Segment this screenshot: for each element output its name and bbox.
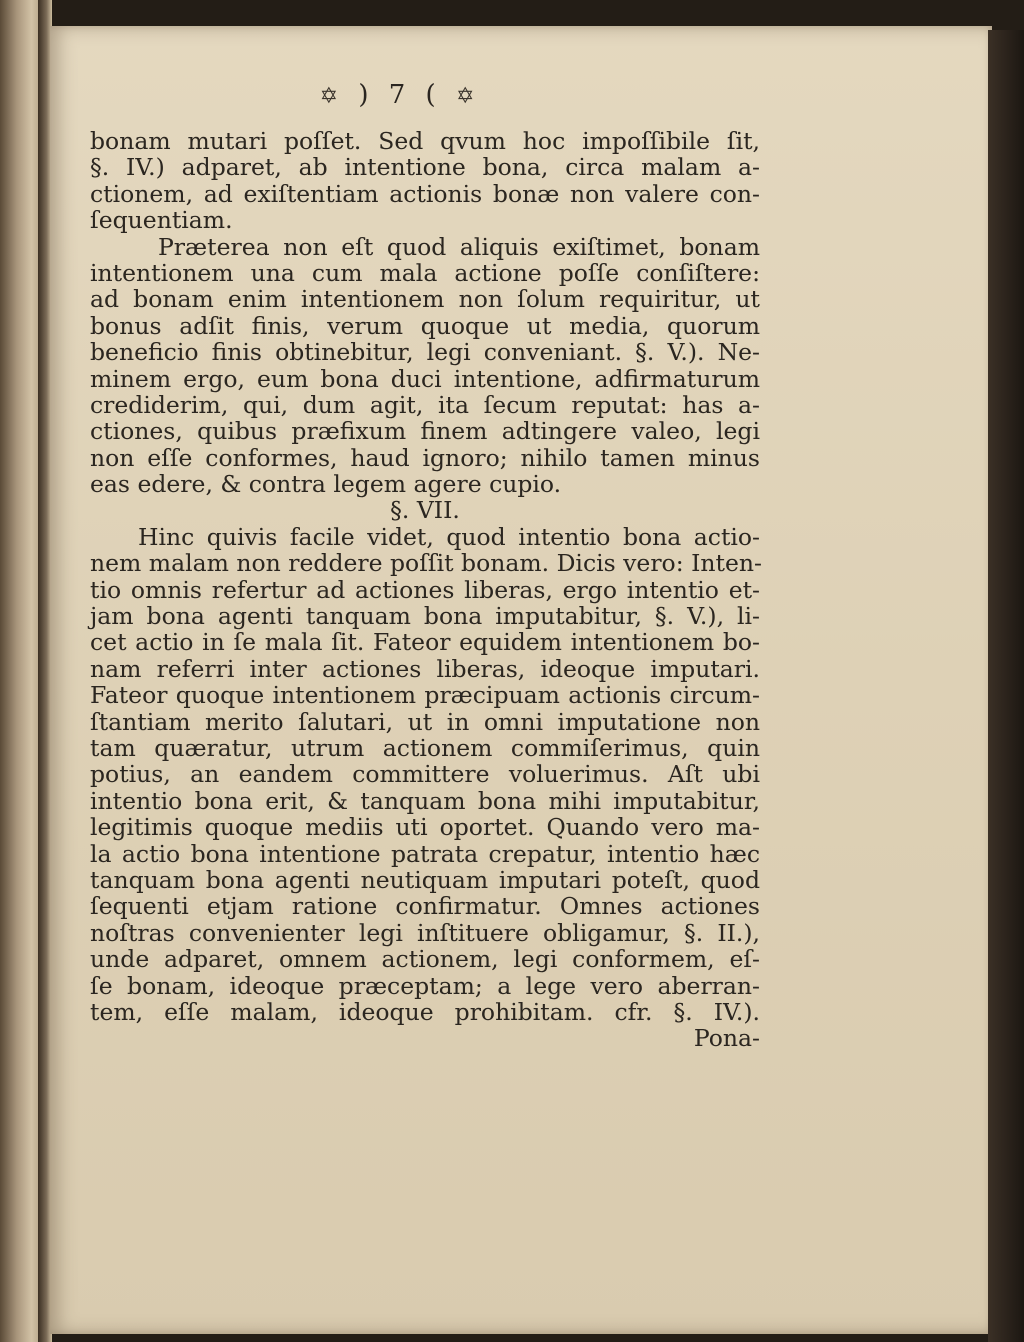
- text-line: potius, an eandem committere voluerimus. Aſt ubi: [90, 760, 760, 789]
- text-line: jam bona agenti tanquam bona imputabitur, §. V.), li-: [90, 602, 760, 631]
- page-number: ) 7 (: [358, 80, 442, 110]
- text-line: Præterea non eſt quod aliquis exiſtimet, bonam: [158, 232, 760, 261]
- text-line: ſe bonam, ideoque præceptam; a lege vero aberran-: [90, 971, 760, 1000]
- text-line: la actio bona intentione patrata crepatur, intentio hæc: [90, 839, 760, 868]
- section-heading: §. VII.: [390, 496, 460, 525]
- text-line: intentionem una cum mala actione poſſe conſiſtere:: [90, 258, 760, 287]
- text-line: Hinc quivis facile videt, quod intentio bona actio-: [138, 522, 760, 551]
- text-line: ſequenti etjam ratione confirmatur. Omnes actiones: [90, 892, 760, 921]
- text-line: unde adparet, omnem actionem, legi conformem, eſ-: [90, 945, 760, 974]
- text-line: intentio bona erit, & tanquam bona mihi imputabitur,: [90, 786, 760, 815]
- text-line: legitimis quoque mediis uti oportet. Quando vero ma-: [90, 813, 760, 842]
- text-line: tem, eſſe malam, ideoque prohibitam. cfr. §. IV.).: [90, 997, 760, 1026]
- text-line: bonam mutari poſſet. Sed qvum hoc impoſſibile ſit,: [90, 127, 760, 155]
- text-line: ctionem, ad exiſtentiam actionis bonæ non valere con-: [90, 179, 760, 208]
- text-line: §. IV.) adparet, ab intentione bona, circa malam a-: [90, 153, 760, 182]
- text-line: nam referri inter actiones liberas, ideoque imputari.: [90, 654, 760, 683]
- text-line: crediderim, qui, dum agit, ita ſecum reputat: has a-: [90, 390, 760, 419]
- text-line: tam quæratur, utrum actionem commiſerimus, quin: [90, 733, 760, 762]
- text-line: tio omnis refertur ad actiones liberas, ergo intentio et-: [90, 575, 760, 604]
- text-line: noſtras convenienter legi inſtituere obligamur, §. II.),: [90, 918, 760, 947]
- catchword: Pona-: [693, 1024, 760, 1053]
- text-line: eas edere, & contra legem agere cupio.: [90, 470, 562, 499]
- text-line: ſtantiam merito ſalutari, ut in omni imputatione non: [90, 707, 760, 736]
- text-line: ctiones, quibus præfixum finem adtingere valeo, legi: [90, 417, 760, 446]
- text-line: tanquam bona agenti neutiquam imputari poteſt, quod: [90, 865, 760, 894]
- page-edge-shadow: [988, 30, 1024, 1342]
- text-line: cet actio in ſe mala ſit. Fateor equidem intentionem bo-: [90, 628, 760, 657]
- text-line: non eſſe conformes, haud ignoro; nihilo tamen minus: [90, 443, 760, 472]
- text-line: Fateor quoque intentionem præcipuam actionis circum-: [90, 681, 760, 710]
- text-line: beneficio finis obtinebitur, legi conveniant. §. V.). Ne-: [90, 338, 760, 367]
- page-header: [300, 80, 500, 120]
- facing-page-edge: [0, 0, 42, 1342]
- right-star-ornament: ✡: [455, 84, 481, 109]
- text-line: minem ergo, eum bona duci intentione, adfirmaturum: [90, 364, 760, 393]
- body-text: [90, 128, 760, 1052]
- text-line: bonus adſit finis, verum quoque ut media, quorum: [90, 311, 760, 340]
- text-line: ſequentiam.: [90, 206, 233, 235]
- text-line: nem malam non reddere poſſit bonam. Dicis vero: Inten-: [90, 549, 762, 578]
- left-star-ornament: ✡: [319, 84, 345, 109]
- text-line: ad bonam enim intentionem non ſolum requiritur, ut: [90, 285, 760, 314]
